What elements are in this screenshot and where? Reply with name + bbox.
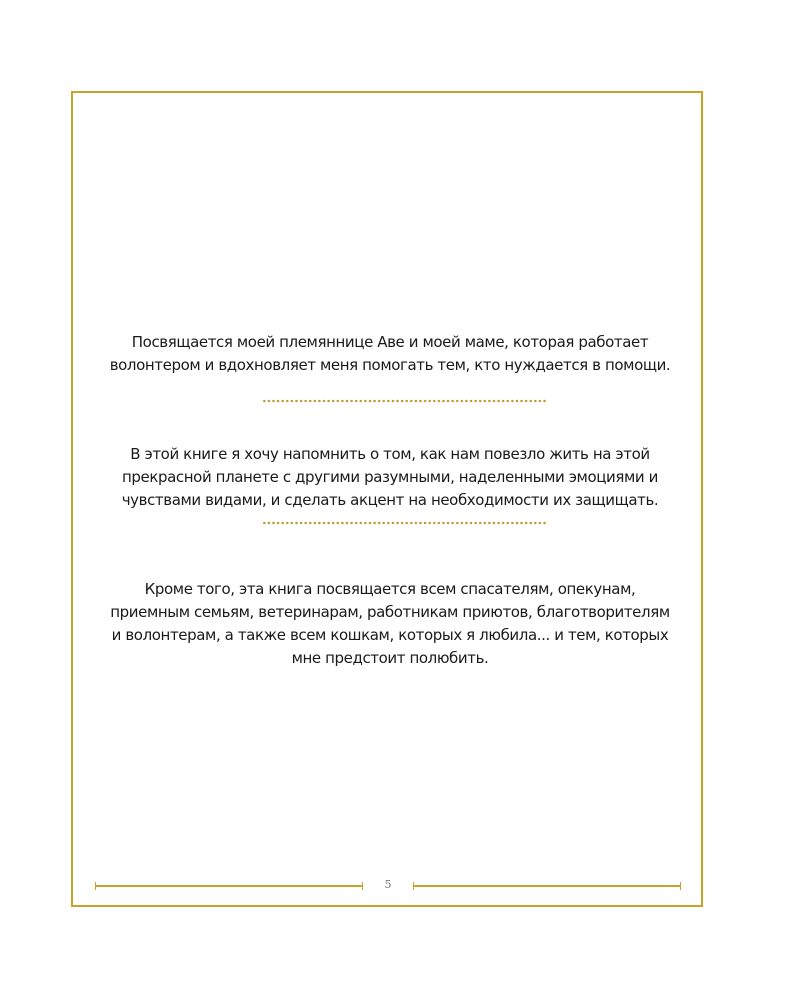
footer-rule-left <box>95 885 363 887</box>
dedication-paragraph-1 <box>90 331 690 377</box>
page-number: 5 <box>384 878 392 891</box>
dotted-divider-2 <box>262 521 546 525</box>
dedication-2-line-3: чувствами видами, и сделать акцент на необходимости их защищать. <box>121 491 659 509</box>
dedication-1-line-1: Посвящается моей племяннице Аве и моей маме, которая работает <box>131 333 649 351</box>
dedication-paragraph-2 <box>90 443 690 512</box>
dedication-3-line-2: приемным семьям, ветеринарам, работникам приютов, благотворителям <box>110 603 670 621</box>
footer-rule-right <box>413 885 681 887</box>
dedication-3-line-3: и волонтерам, а также всем кошкам, которых я любила... и тем, которых <box>111 626 669 644</box>
dedication-3-line-4: мне предстоит полюбить. <box>291 649 489 667</box>
dedication-1-line-2: волонтером и вдохновляет меня помогать тем, кто нуждается в помощи. <box>109 356 671 374</box>
dotted-divider-1 <box>262 399 546 403</box>
dedication-paragraph-3 <box>90 578 690 670</box>
dedication-2-line-1: В этой книге я хочу напомнить о том, как нам повезло жить на этой <box>130 445 650 463</box>
dedication-2-line-2: прекрасной планете с другими разумными, наделенными эмоциями и <box>121 468 658 486</box>
dedication-3-line-1: Кроме того, эта книга посвящается всем спасателям, опекунам, <box>144 580 636 598</box>
